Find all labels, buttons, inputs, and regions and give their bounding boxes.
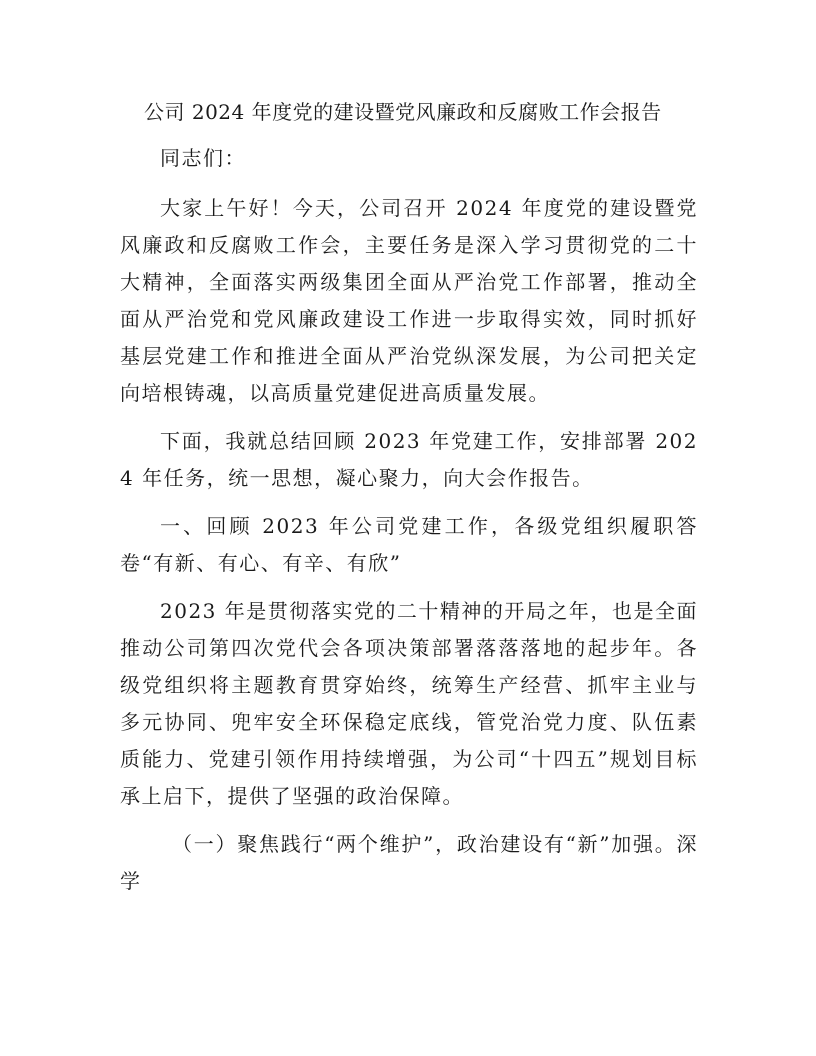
document-body [120, 140, 698, 911]
salutation: 同志们： [160, 146, 246, 170]
section-heading-1: 一、回顾 2023 年公司党建工作，各级党组织履职答卷“有新、有心、有辛、有欣” [120, 514, 698, 575]
subsection-heading-1: （一）聚焦践行“两个维护”，政治建设有“新”加强。深学 [120, 832, 698, 893]
document-title: 公司 2024 年度党的建设暨党风廉政和反腐败工作会报告 [144, 100, 662, 124]
paragraph-opening: 大家上午好！今天，公司召开 2024 年度党的建设暨党风廉政和反腐败工作会，主要任务是深入学习贯彻党的二十大精神，全面落实两级集团全面从严治党工作部署，推动全面从严治党和党风廉政建设工作进一步取得实效，同时抓好基层党建工作和推进全面从严治党纵深发展，为公司把关定向培根铸魂，以高质量党建促进高质量发展。 [120, 196, 698, 405]
paragraph-outline: 下面，我就总结回顾 2023 年党建工作，安排部署 2024 年任务，统一思想，凝心聚力，向大会作报告。 [120, 429, 698, 490]
paragraph-2023-review: 2023 年是贯彻落实党的二十精神的开局之年，也是全面推动公司第四次党代会各项决策部署落落落地的起步年。各级党组织将主题教育贯穿始终，统筹生产经营、抓牢主业与多元协同、兜牢安全环保稳定底线，管党治党力度、队伍素质能力、党建引领作用持续增强，为公司“十四五”规划目标承上启下，提供了坚强的政治保障。 [120, 599, 698, 808]
